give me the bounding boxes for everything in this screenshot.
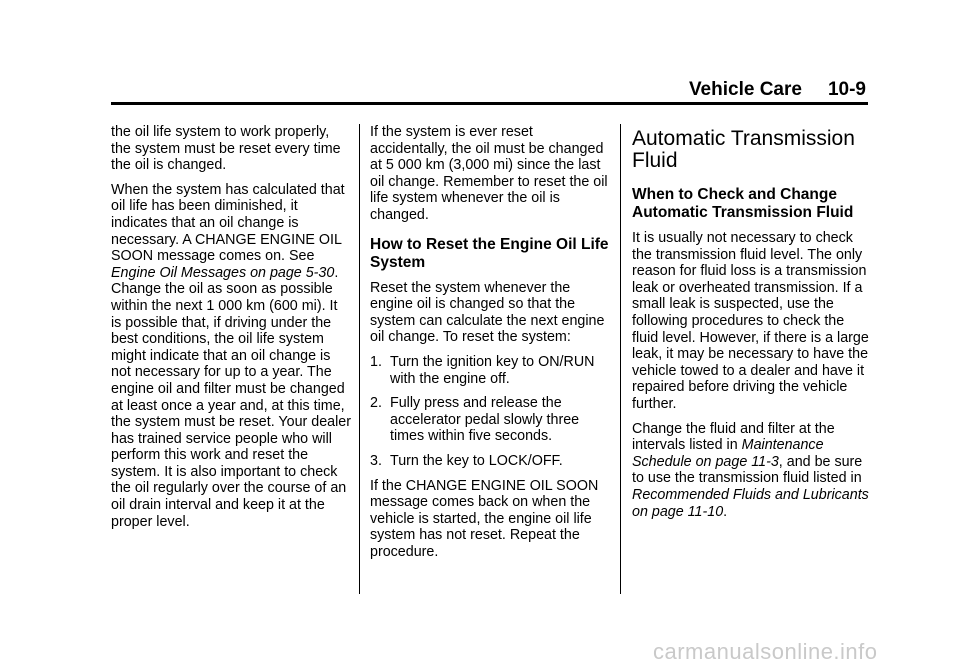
paragraph: When the system has calculated that oil life has been diminished, it indicates that an oil change is necessary. A CHANGE ENGINE OIL SOON message comes on. See Engine Oil Messages on page 5-30. Change the oil as soon as possible within the next 1 000 km (600 mi). It is possible that, if driving under the best conditions, the oil life system might indicate that an oil change is not necessary for up to a year. The engine oil and filter must be changed at least once a year and, at this time, the system must be reset. Your dealer has trained service people who will perform this work and reset the system. It is also important to check the oil regularly over the course of an oil drain interval and keep it at the proper level. <box>111 181 351 530</box>
cross-reference-link[interactable]: Recommended Fluids and Lubricants on page 11-10 <box>632 486 869 520</box>
page-header <box>689 79 866 101</box>
list-item: 2. Fully press and release the accelerator pedal slowly three times within five seconds. <box>370 395 580 445</box>
header-section-title: Vehicle Care <box>688 79 802 100</box>
cross-reference-link[interactable]: Engine Oil Messages on page 5-30 <box>111 264 335 281</box>
paragraph: Reset the system whenever the engine oil is changed so that the system can calculate the next engine oil change. To reset the system: <box>370 279 605 346</box>
paragraph: the oil life system to work properly, the system must be reset every time the oil is changed. <box>111 124 341 174</box>
cross-reference-link[interactable]: Maintenance Schedule on page 11-3 <box>632 437 824 470</box>
list-item: 3. Turn the key to LOCK/OFF. <box>370 452 563 469</box>
column-divider <box>620 124 621 594</box>
page-number: 10-9 <box>827 79 866 100</box>
paragraph: If the CHANGE ENGINE OIL SOON message comes back on when the vehicle is started, the engine oil life system has not reset. Repeat the procedure. <box>370 477 599 560</box>
subsection-heading: How to Reset the Engine Oil Life System <box>370 235 609 271</box>
step-list <box>370 354 610 470</box>
column-2 <box>370 124 610 568</box>
header-rule <box>111 102 868 105</box>
watermark: carmanualsonline.info <box>653 639 878 664</box>
paragraph: It is usually not necessary to check the transmission fluid level. The only reason for fluid loss is a transmission leak or overheated transmission. If a small leak is suspected, use the following procedures to check the fluid level. However, if there is a large leak, it may be necessary to have the vehicle towed to a dealer and have it repaired before driving the vehicle further. <box>632 230 869 412</box>
paragraph: If the system is ever reset accidentally, the oil must be changed at 5 000 km (3,000 mi) since the last oil change. Remember to reset the oil life system whenever the oil is changed. <box>370 124 608 223</box>
subsection-heading: When to Check and Change Automatic Transmission Fluid <box>632 186 854 221</box>
section-title: Automatic Transmission Fluid <box>632 127 855 172</box>
column-divider <box>359 124 360 594</box>
column-1 <box>111 124 351 538</box>
list-item: 1. Turn the ignition key to ON/RUN with the engine off. <box>370 353 595 387</box>
paragraph: Change the fluid and filter at the intervals listed in Maintenance Schedule on page 11-3, and be sure to use the transmission fluid listed in Recommended Fluids and Lubricants on page 11-10. <box>632 420 869 520</box>
column-3 <box>632 128 870 528</box>
